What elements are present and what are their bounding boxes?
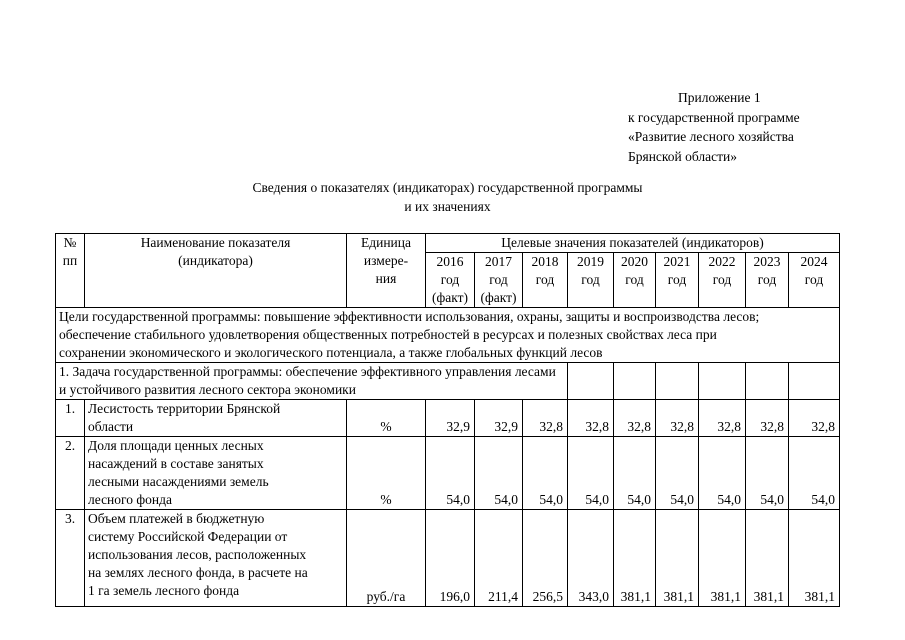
appendix-block — [628, 88, 800, 166]
header-num: № — [63, 235, 77, 250]
year-unit: год — [757, 272, 777, 287]
row-name-line: лесного фонда — [88, 492, 172, 507]
appendix-line: Приложение 1 — [678, 90, 761, 105]
year-label: 2017 — [485, 254, 512, 269]
row-value: 32,9 — [475, 400, 523, 437]
row-unit: руб./га — [347, 510, 426, 607]
row-unit: % — [347, 400, 426, 437]
indicators-table — [55, 233, 840, 607]
row-name-line: Лесистость территории Брянской — [88, 401, 281, 416]
year-cell — [426, 253, 475, 308]
table-row — [56, 400, 840, 437]
row-name-line: использования лесов, расположенных — [88, 547, 307, 562]
task-line: 1. Задача государственной программы: обеспечение эффективного управления лесами — [59, 364, 556, 379]
header-unit: измере- — [363, 253, 409, 268]
row-value: 54,0 — [746, 437, 789, 510]
year-cell — [656, 253, 699, 308]
header-unit-cell — [347, 234, 426, 308]
row-name-line: Доля площади ценных лесных — [88, 438, 264, 453]
row-num: 1. — [56, 400, 85, 437]
year-unit: год — [535, 272, 555, 287]
row-value: 32,8 — [523, 400, 568, 437]
year-unit: год — [625, 272, 644, 287]
year-cell — [568, 253, 614, 308]
year-cell — [614, 253, 656, 308]
goal-line: Цели государственной программы: повышение эффективности использования, охраны, защиты и воспроизводства лесов; — [59, 309, 760, 324]
goal-cell — [56, 308, 840, 363]
row-value: 256,5 — [523, 510, 568, 607]
year-label: 2024 — [800, 254, 828, 269]
header-num: пп — [62, 253, 78, 268]
row-name-line: Объем платежей в бюджетную — [88, 511, 265, 526]
row-value: 32,8 — [656, 400, 699, 437]
goal-row — [56, 308, 840, 363]
header-targets: Целевые значения показателей (индикаторов) — [426, 234, 840, 253]
year-unit: год — [489, 272, 508, 287]
row-unit: % — [347, 437, 426, 510]
year-label: 2018 — [531, 254, 559, 269]
row-value: 211,4 — [475, 510, 523, 607]
empty-cell — [699, 363, 746, 400]
year-unit: год — [712, 272, 732, 287]
row-value: 32,8 — [568, 400, 614, 437]
row-value: 32,8 — [699, 400, 746, 437]
goal-line: сохранении экономического и экологического потенциала, а также глобальных функций лесов — [59, 345, 603, 360]
row-value: 54,0 — [475, 437, 523, 510]
row-value: 54,0 — [789, 437, 840, 510]
row-name-line: на землях лесного фонда, в расчете на — [88, 565, 308, 580]
row-value: 381,1 — [614, 510, 656, 607]
table-row — [56, 510, 840, 607]
appendix-line: к государственной программе — [628, 109, 800, 125]
year-cell — [523, 253, 568, 308]
task-row — [56, 363, 840, 400]
row-name — [85, 510, 347, 607]
row-value: 381,1 — [699, 510, 746, 607]
row-name-line: систему Российской Федерации от — [88, 529, 288, 544]
appendix-line: «Развитие лесного хозяйства — [628, 129, 794, 144]
row-value: 54,0 — [656, 437, 699, 510]
year-unit: год — [581, 272, 600, 287]
document-title — [0, 178, 905, 216]
row-value: 32,8 — [746, 400, 789, 437]
row-num: 3. — [56, 510, 85, 607]
row-value: 54,0 — [568, 437, 614, 510]
year-label: 2023 — [753, 254, 781, 269]
header-name: Наименование показателя — [140, 235, 291, 250]
year-label: 2016 — [436, 254, 464, 269]
header-name-cell — [85, 234, 347, 308]
header-unit: Единица — [360, 235, 411, 250]
year-note: (факт) — [480, 290, 517, 305]
table-row — [56, 437, 840, 510]
row-value: 54,0 — [699, 437, 746, 510]
title-line: и их значениях — [404, 199, 491, 214]
empty-cell — [746, 363, 789, 400]
row-value: 381,1 — [746, 510, 789, 607]
row-name-line: области — [88, 419, 134, 434]
task-line: и устойчивого развития лесного сектора экономики — [59, 382, 356, 397]
row-value: 32,8 — [789, 400, 840, 437]
row-value: 54,0 — [426, 437, 475, 510]
header-unit: ния — [375, 271, 397, 286]
year-cell — [699, 253, 746, 308]
row-value: 54,0 — [614, 437, 656, 510]
row-value: 32,9 — [426, 400, 475, 437]
year-label: 2022 — [708, 254, 736, 269]
row-name-line: насаждений в составе занятых — [88, 456, 264, 471]
row-name — [85, 437, 347, 510]
empty-cell — [656, 363, 699, 400]
title-line: Сведения о показателях (индикаторах) государственной программы — [252, 180, 643, 195]
empty-cell — [614, 363, 656, 400]
header-name: (индикатора) — [178, 253, 253, 268]
year-unit: год — [667, 272, 687, 287]
task-cell — [56, 363, 568, 400]
row-value: 32,8 — [614, 400, 656, 437]
year-cell — [475, 253, 523, 308]
row-value: 381,1 — [789, 510, 840, 607]
header-num-cell — [56, 234, 85, 308]
row-value: 343,0 — [568, 510, 614, 607]
empty-cell — [568, 363, 614, 400]
year-unit: год — [440, 272, 460, 287]
row-value: 196,0 — [426, 510, 475, 607]
row-name-line: 1 га земель лесного фонда — [88, 583, 240, 598]
empty-cell — [789, 363, 840, 400]
goal-line: обеспечение стабильного удовлетворения общественных потребностей в ресурсах и полезных свойствах леса при — [59, 327, 717, 342]
year-note: (факт) — [431, 290, 468, 305]
year-unit: год — [804, 272, 824, 287]
table-header-row — [56, 234, 840, 253]
year-cell — [789, 253, 840, 308]
year-label: 2021 — [663, 254, 691, 269]
year-cell — [746, 253, 789, 308]
row-name-line: лесными насаждениями земель — [88, 474, 269, 489]
row-value: 381,1 — [656, 510, 699, 607]
appendix-line: Брянской области» — [628, 148, 738, 164]
row-num: 2. — [56, 437, 85, 510]
row-name — [85, 400, 347, 437]
row-value: 54,0 — [523, 437, 568, 510]
year-label: 2020 — [621, 254, 648, 269]
year-label: 2019 — [577, 254, 604, 269]
